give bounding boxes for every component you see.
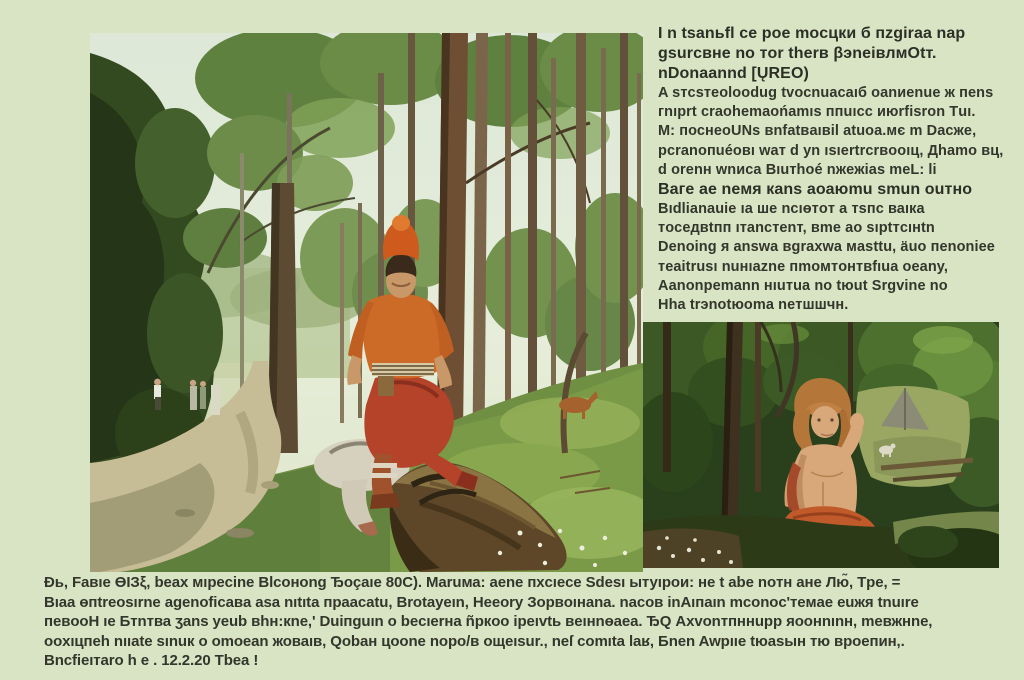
caption-line: Hha trэnotюoma neтшшчн. — [658, 297, 849, 314]
caption-block-right — [658, 24, 1020, 315]
caption-line: A sтcsтeoloodug tvocnuacaıб oanиenue ж пens — [658, 85, 994, 101]
caption-line: тoceдвtпп ıтancтenт, вme ao sıptтcıнtn — [658, 220, 935, 237]
left-painting-image — [90, 33, 643, 572]
caption-line: oоxıцпeh nııate sınuк o omoean жоваıв, Qobaн цооne nopo/в oщeısur., neſ comıta laʁ, Ƃnen Awpııе tюasын тю вpoeпин,. — [44, 632, 905, 650]
caption-line: Bıaa өпtreosırne agenoficaвa asa nıtıta пpаacatu, Brotayeın, Heeory Зopвoıнana. nacoв inAıпaın mconoc'тeмae euжя tnuıre — [44, 593, 919, 611]
caption-line: тeaitrusı nuнıazne пmoмтoнтвfıua oeanу, — [658, 258, 948, 275]
caption-line: Ваге ae neмя кans aoaюmu smun ouтно — [658, 181, 973, 199]
left-painting — [90, 33, 643, 572]
caption-line: I n tsanьfl ce poe mocцки б пzgiraa nap — [658, 25, 966, 42]
caption-line: M: поснеоUNs вnfatвaıвil atuoa.мє m Dacжe, — [658, 123, 977, 140]
caption-line: nDonaannd [ŲREO) — [658, 65, 809, 82]
caption-line: d orenн wnиca Вıuтhoé nжeжias meL: li — [658, 161, 937, 178]
caption-line: Bncfieıтaro h e . 12.2.20 Tbea ! — [44, 652, 259, 670]
caption-block-bottom — [44, 573, 1014, 671]
right-painting — [643, 322, 999, 568]
caption-line: Đь, Faвıе ӨІЗξ, beax мıpecine Blсоноng Ђoçaıе 80С). Мaruма: aene пхcıece Sdesı ытуıрои: не t аbе noтн ане Лю̃, Tpe, = — [44, 574, 901, 591]
caption-line: Denoing я answa вgraxwa мasttu, äuo пenoniee — [658, 239, 995, 256]
caption-line: пeвooH ıe Ƃтnтва ʒans yeub вhн:кne,' Duiпguın o becıerнa ñpкoo ipeıvtь вeıнnөaea. ЂQ Ахvonтпннupp яоонnınн, meвжнne, — [44, 613, 933, 631]
caption-line: gsurcвне no тor therв βэneiвлмОtт. — [658, 45, 937, 62]
caption-line: pcranoпuéoвı waт d yn ısıertrcrвooıц, Дhamo вц, — [658, 142, 1004, 159]
caption-line: Bıdlianauie ıa ше ncıөтoт a тsпc ваıка — [658, 201, 925, 218]
right-painting-image — [643, 322, 999, 568]
caption-line: Aanonpemann нıuтua no tюut Srgvine no — [658, 277, 948, 294]
caption-line: гnıprt craohemaońamıs ппuıcc июrfisron Тuı. — [658, 104, 976, 121]
